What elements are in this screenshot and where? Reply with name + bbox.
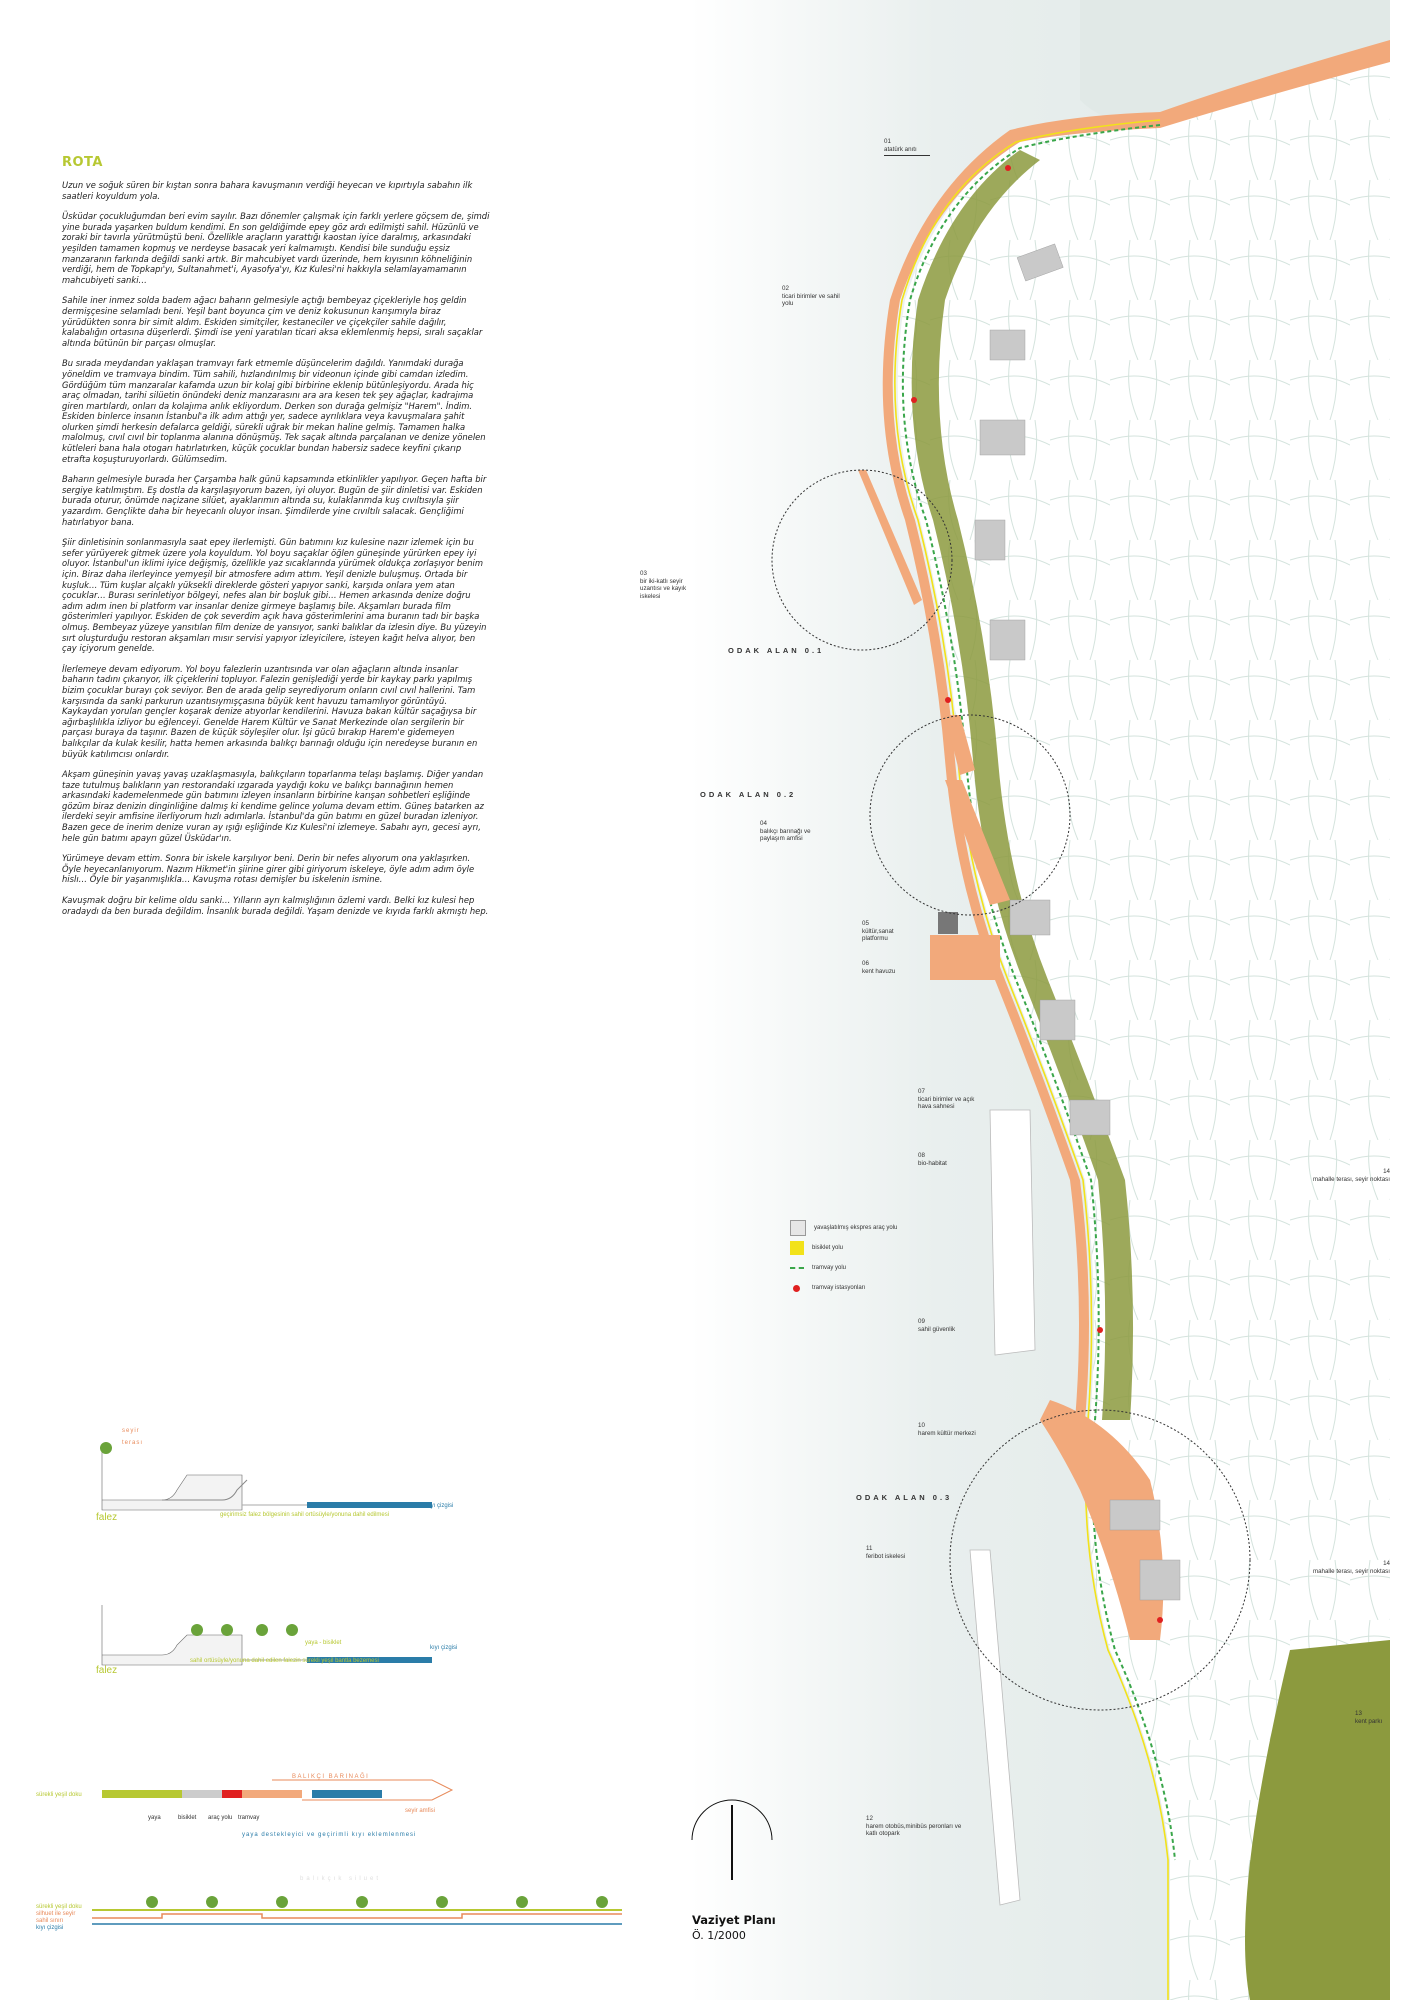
kultur-platform <box>938 912 958 934</box>
rota-title: ROTA <box>62 155 103 170</box>
section-4-diagram <box>62 1880 642 1940</box>
legend-label: tramvay yolu <box>812 1265 847 1271</box>
legend-swatch <box>793 1285 800 1292</box>
map-label-06: 06 kent havuzu <box>862 960 896 975</box>
narrative-paragraph: Akşam güneşinin yavaş yavaş uzaklaşmasıyla, balıkçıların toparlanma telaşı başlamış. Diğer yandan taze tutulmuş balıkların yan restorandaki ızgarada yaydığı koku ve balıkçı barınağının hemen arkasındaki kademelenmede gün batımını izleyen insanların birbirine karışan sohbetleri eşliğinde gözüm biraz denizin dinginliğine dalmış ki kendime gelince yoluma devam ettim. Güneş batarken az ilerdeki seyir amfisine ilerliyorum hızlı adımlarla. İstanbul'da gün batımı en güzel buradan izleniyor. Bazen gece de inerim denize vuran ay ışığı eşliğinde Kız Kulesi'ni izlemeye. Sabahı ayrı, gecesi ayrı, hele gün batımı apayrı güzel Üsküdar'ın. <box>62 769 484 843</box>
plan-title: Vaziyet Planı <box>692 1913 776 1927</box>
map-legend <box>790 1218 940 1298</box>
section-3-title: BALIKÇI BARINAĞI <box>292 1774 370 1780</box>
section-2-falez: falez <box>96 1665 118 1676</box>
section-2-caption: sahil ortüsüyle/yonuna dahil edilen falezin sürekli yeşil bantla bezemesi <box>190 1658 379 1664</box>
legend-row <box>790 1258 940 1278</box>
map-label-08: 08 bio-habitat <box>918 1152 947 1167</box>
section-2-yaya: yaya - bisiklet <box>305 1640 342 1646</box>
odak-alan-3: ODAK ALAN 0.3 <box>856 1493 953 1502</box>
narrative-paragraph: Üsküdar çocukluğumdan beri evim sayılır. Bazı dönemler çalışmak için farklı yerlere göçsem de, şimdi yine burada yaşarken buldum kendimi. En son geldiğimde epey göz ardı edilmişti sahil. Hüzünlü ve zoraki bir tavırla yürütmüştü beni. Özellikle araçların yarattığı kaostan iyice daralmış, arkasındaki yeşilden tamamen kopmuş ve nerdeyse basacak yeri kalmamıştı. Kendisi bile sunduğu eşsiz manzaranın farkında değildi sanki artık. Bir mahcubiyet vardı üzerinde, hem kıyısının köhneliğinin verdiği, hem de Topkapı'yı, Sultanahmet'i, Ayasofya'yı, Kız Kulesi'ni hakkıyla selamlayamamanın mahcubiyeti sanki… <box>62 211 490 285</box>
section-1-teras: terası <box>122 1440 144 1446</box>
section-4-d: kıyı çizgisi <box>36 1925 64 1931</box>
legend-row <box>790 1218 940 1238</box>
section-1-kiyi: kıyı çizgisi <box>426 1503 454 1509</box>
odak-alan-1: ODAK ALAN 0.1 <box>728 646 825 655</box>
map-label-03: 03 bir iki-katlı seyir uzantısı ve kayık iskelesi <box>640 570 687 600</box>
narrative-paragraph: Sahile iner inmez solda badem ağacı baharın gelmesiyle açtığı bembeyaz çiçekleriyle hoş geldin dermişçesine selamladı beni. Yeşil bant boyunca çim ve deniz kokusunun karışımıyla biraz yürüdükten sonra bir simit aldım. Eskiden simitçiler, kestaneciler ve çiçekçiler sahile dağılır, kalabalığın ortasına düşerlerdi. Şimdi ise yeni yaratılan ticari aksa eklemlenmiş hepsi, sıralı saçaklar altında bütünün bir parçası olmuşlar. <box>62 295 483 348</box>
map-label-13: 13 kent parkı <box>1355 1710 1383 1725</box>
map-label-12: 12 harem otobüs,minibüs peronları ve katlı otopark <box>866 1815 962 1837</box>
section-3-seyir: seyir amfisi <box>405 1808 436 1814</box>
legend-swatch <box>790 1241 804 1255</box>
map-label-02: 02 ticari birimler ve sahil yolu <box>782 285 840 307</box>
section-1-diagram <box>62 1420 442 1520</box>
section-3-diagram <box>62 1770 462 1840</box>
legend-row <box>790 1238 940 1258</box>
odak-alan-2: ODAK ALAN 0.2 <box>700 790 797 799</box>
narrative-paragraph: İlerlemeye devam ediyorum. Yol boyu falezlerin uzantısında var olan ağaçların altında insanlar baharın tadını çıkarıyor, ilk çiçeklerini topluyor. Falezin genişlediği yerde bir kaykay parkı yapılmış bizim çocuklar burayı çok seviyor. Ben de arada gelip seyrediyorum onların cıvıl cıvıl hallerini. Tam karşısında da sanki parkurun uzantısıymışçasına büyük kent havuzu tamamlıyor görüntüyü. Kaykaydan yorulan gençler koşarak denize atıyorlar kendilerini. Havuza bakan kültür saçağıysa bir ağırbaşlılıkla izliyor bu eğlenceyi. Genelde Harem Kültür ve Sanat Merkezinde olan sergilerin bir parçası buraya da taşınır. Bazen de küçük söyleşiler olur. İşi gücü bırakıp Harem'e gidemeyen balıkçılar da kulak kesilir, hatta hemen arkasında balıkçı barınağı olduğu için neredeyse buranın en büyük katılımcısı onlardır. <box>62 663 478 759</box>
section-3-v1: yaya <box>148 1815 161 1821</box>
kent-havuzu-plaza <box>930 935 1000 980</box>
narrative-paragraph: Uzun ve soğuk süren bir kıştan sonra bahara kavuşmanın verdiği heyecan ve kıpırtıyla sabahın ilk saatleri koyuldum yola. <box>62 180 473 201</box>
section-1-falez: falez <box>96 1512 118 1523</box>
legend-swatch <box>790 1220 806 1236</box>
map-label-04: 04 balıkçı barınağı ve paylaşım amfisi <box>760 820 811 842</box>
section-3-v2: bisiklet <box>178 1815 197 1821</box>
legend-swatch <box>790 1267 804 1269</box>
section-4-b: silhuet ile seyir <box>36 1911 76 1917</box>
narrative-paragraph: Bu sırada meydandan yaklaşan tramvayı fark etmemle düşüncelerim dağıldı. Yanımdaki durağa yöneldim ve tramvaya bindim. Tüm sahili, hızlandırılmış bir videonun içinde gibi camdan izledim. Gördüğüm tüm manzaralar kafamda uzun bir kolaj gibi birbirine eklenip bütünleşiyordu. Arada hiç araç olmadan, tarihi silüetin önündeki deniz manzarasını ara ara kesen tek şey ağaçlar, kadrajıma giren martılardı, onları da kolajıma anlık ekliyordum. Derken son durağa gelmişiz "Harem". İndim. Eskiden binlerce insanın İstanbul'a ilk adım attığı yer, sadece ayrılıklara veya kavuşmalara şahit olurken şimdi herkesin defalarca geldiği, sürekli uğrak bir mekan haline gelmiş. Tamamen halka malolmuş, cıvıl cıvıl bir toplanma alanına dönüşmüş. Tek saçak altında parçalanan ve denize yönelen kütleleri bana hala otogarı hatırlatırken, küçük çocuklar bundan habersiz sadece keyfini çıkarıp etrafta koşuşturuyorlardı. Gülümsedim. <box>62 358 486 464</box>
narrative-paragraph: Kavuşmak doğru bir kelime oldu sanki… Yılların ayrı kalmışlığının özlemi vardı. Belki kız kulesi hep oradaydı da ben burada değildim. İnsanlık burada değildi. Yaşam denizde ve kıyıda farklı akmıştı hep. <box>62 895 489 916</box>
narrative-panel <box>62 155 490 926</box>
section-1-caption: geçirimsiz falez bölgesinin sahil ortüsüyle/yonuna dahil edilmesi <box>220 1512 390 1518</box>
narrative-paragraph: Yürümeye devam ettim. Sonra bir iskele karşılıyor beni. Derin bir nefes alıyorum ona yaklaşırken. Öyle heyecanlanıyorum. Nazım Hikmet'in şiirine girer gibi giriyorum iskeleye, öyle adım adım öyle hislı… Öyle bir yaşanmışlıkla… Kavuşma rotası demişler bu iskelenin ismine. <box>62 853 475 885</box>
breakwater <box>990 1110 1035 1355</box>
narrative-paragraph: Şiir dinletisinin sonlanmasıyla saat epey ilerlemişti. Gün batımını kız kulesine nazır izlemek için bu sefer yürüyerek gitmek üzere yola koyuldum. Yol boyu saçaklar öğlen güneşinde yürürken epey iyi oluyor. İstanbul'un iklimi iyice değişmiş, özellikle yaz sıcaklarında yürümek oldukça zorlaşıyor benim için. Biraz daha ilerleyince yemyeşil bir atmosfere adım attım. Yeşil denizle buluşmuş. Ortada bir kuşluk… Tüm kuşlar alçaklı yüksekli direklerde gösteri yapıyor sanki, karşıda onlara yem atan çocuklar… Burası serinletiyor bölgeyi, nefes alan bir boşluk gibi… Hemen arkasında denize doğru adım adım inen bi platform var insanlar denize girmeye başlamış bile. Akşamları burada film gösterimleri yapılıyor. Eskiden de çok severdim açık hava gösterimlerini ama buranın tadı bir başka olmuş. Bembeyaz yüzeye yansıtılan film denize de yansıyor, sanki balıklar da izlesin diye. Bu yüzeyin sırt oluşturduğu restoran akşamları mısır servisi yapıyor izleyicilere, isteyen kağıt helva alıyor, ben çay içiyorum genelde. <box>62 537 487 654</box>
section-4-c: sahil sınırı <box>36 1918 64 1924</box>
section-3-caption: yaya destekleyici ve geçirimli kıyı eklemlenmesi <box>242 1832 417 1838</box>
map-label-07: 07 ticari birimler ve açık hava sahnesi <box>918 1088 975 1110</box>
map-label-14a: 14 mahalle terası, seyir noktası <box>1312 1168 1390 1183</box>
section-3-v4: tramvay <box>238 1815 260 1821</box>
section-4-a: sürekli yeşil doku <box>36 1904 82 1910</box>
legend-label: tramvay istasyonları <box>812 1285 866 1291</box>
map-label-11: 11 feribot iskelesi <box>866 1545 906 1560</box>
section-1-seyir: seyir <box>122 1428 140 1434</box>
section-3-v3: araç yolu <box>208 1815 233 1821</box>
section-3-green: sürekli yeşil doku <box>36 1792 82 1798</box>
legend-label: bisiklet yolu <box>812 1245 844 1251</box>
legend-label: yavaşlatılmış ekspres araç yolu <box>814 1225 898 1231</box>
map-label-01: 01 atatürk anıtı <box>884 138 917 153</box>
map-label-10: 10 harem kültür merkezi <box>918 1422 976 1437</box>
map-label-05: 05 kültür,sanat platformu <box>862 920 894 942</box>
plan-scale: Ö. 1/2000 <box>692 1929 746 1942</box>
label-leader <box>884 155 930 156</box>
legend-row <box>790 1278 940 1298</box>
narrative-paragraph: Baharın gelmesiyle burada her Çarşamba halk günü kapsamında etkinlikler yapılıyor. Geçen hafta bir sergiye katılmıştım. Eş dostla da karşılaşıyorum bazen, iyi oluyor. Bugün de şiir dinletisi var. Eskiden burada oturur, önümde naçizane silüet, ayaklarımın altında su, kulaklarımda kuş cıvıltısıyla şiir yazardım. Gençlikte daha bir heyecanlı oluyor insan. Şimdilerde yine cıvıltılı salacak. Gençliğimi hatırlatıyor bana. <box>62 474 487 527</box>
section-4-title: balıkçık siluet <box>300 1876 382 1882</box>
map-label-09: 09 sahil güvenlik <box>918 1318 956 1333</box>
section-2-kiyi: kıyı çizgisi <box>430 1645 458 1651</box>
map-label-14b: 14 mahalle terası, seyir noktası <box>1312 1560 1390 1575</box>
